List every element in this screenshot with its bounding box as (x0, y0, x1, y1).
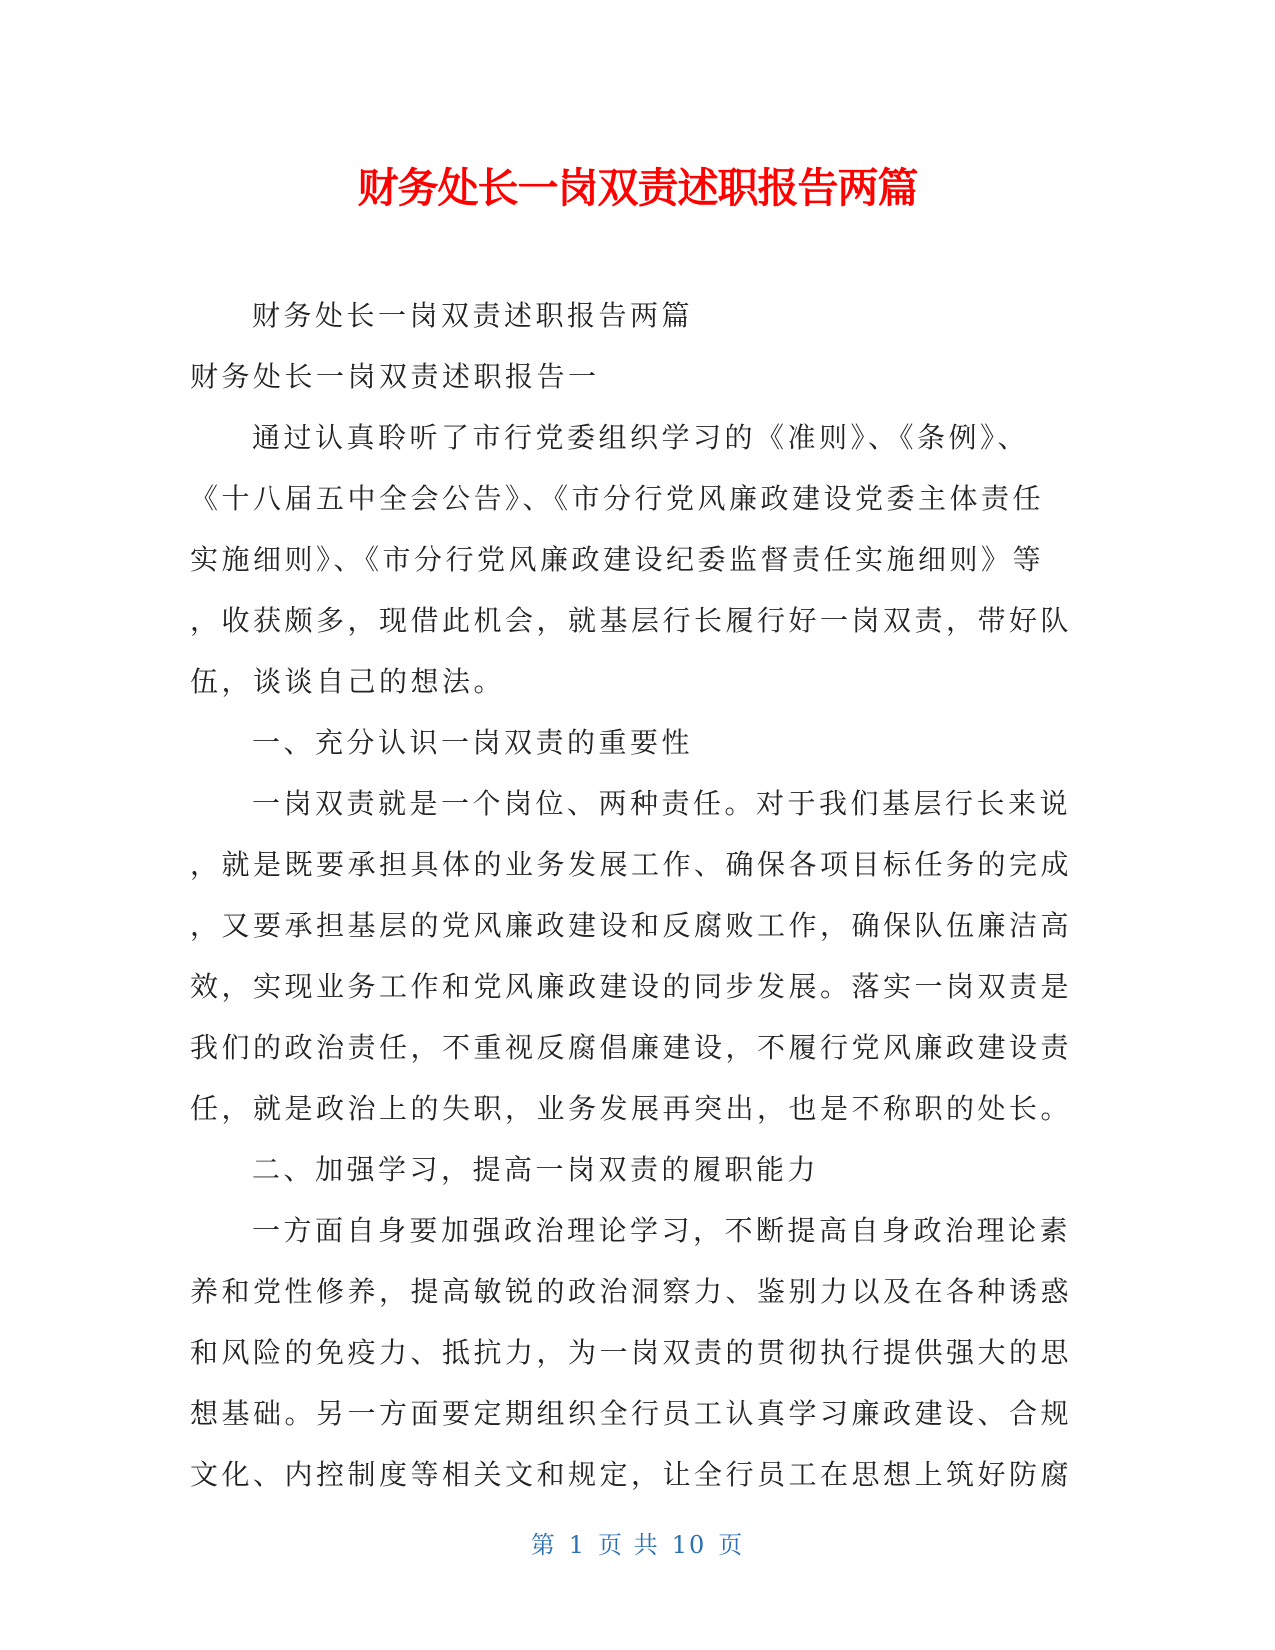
body-line: 《十八届五中全会公告》、《市分行党风廉政建设党委主体责任 (190, 482, 1045, 515)
footer-middle: 页 共 (598, 1531, 660, 1559)
body-line: 财务处长一岗双责述职报告一 (190, 360, 600, 393)
document-body (190, 285, 1073, 1505)
body-line: 任，就是政治上的失职，业务发展再突出，也是不称职的处长。 (190, 1092, 1073, 1125)
body-line: 二、加强学习，提高一岗双责的履职能力 (252, 1153, 820, 1186)
page-footer (0, 1525, 1275, 1560)
body-line: 我们的政治责任，不重视反腐倡廉建设，不履行党风廉政建设责 (190, 1031, 1073, 1064)
body-line: 想基础。另一方面要定期组织全行员工认真学习廉政建设、合规 (190, 1397, 1073, 1430)
body-line: 实施细则》、《市分行党风廉政建设纪委监督责任实施细则》等 (190, 543, 1045, 576)
body-line: 文化、内控制度等相关文和规定，让全行员工在思想上筑好防腐 (190, 1458, 1073, 1491)
body-line: 一方面自身要加强政治理论学习，不断提高自身政治理论素 (252, 1214, 1072, 1247)
body-line: 伍，谈谈自己的想法。 (190, 665, 506, 698)
body-line: 一岗双责就是一个岗位、两种责任。对于我们基层行长来说 (252, 787, 1072, 820)
document-title: 财务处长一岗双责述职报告两篇 (357, 164, 918, 212)
footer-current-page: 1 (568, 1531, 587, 1559)
body-line: 和风险的免疫力、抵抗力，为一岗双责的贯彻执行提供强大的思 (190, 1336, 1073, 1369)
body-line: ，又要承担基层的党风廉政建设和反腐败工作，确保队伍廉洁高 (190, 909, 1073, 942)
body-line: 养和党性修养，提高敏锐的政治洞察力、鉴别力以及在各种诱惑 (190, 1275, 1073, 1308)
footer-suffix: 页 (718, 1531, 745, 1559)
footer-prefix: 第 (530, 1531, 557, 1559)
footer-total-pages: 10 (671, 1531, 707, 1559)
body-line: ，就是既要承担具体的业务发展工作、确保各项目标任务的完成 (190, 848, 1073, 881)
body-line: 一、充分认识一岗双责的重要性 (252, 726, 694, 759)
body-line: 效，实现业务工作和党风廉政建设的同步发展。落实一岗双责是 (190, 970, 1073, 1003)
body-line: 财务处长一岗双责述职报告两篇 (252, 299, 694, 332)
body-line: ，收获颇多，现借此机会，就基层行长履行好一岗双责，带好队 (190, 604, 1073, 637)
body-line: 通过认真聆听了市行党委组织学习的《准则》、《条例》、 (252, 421, 1030, 454)
